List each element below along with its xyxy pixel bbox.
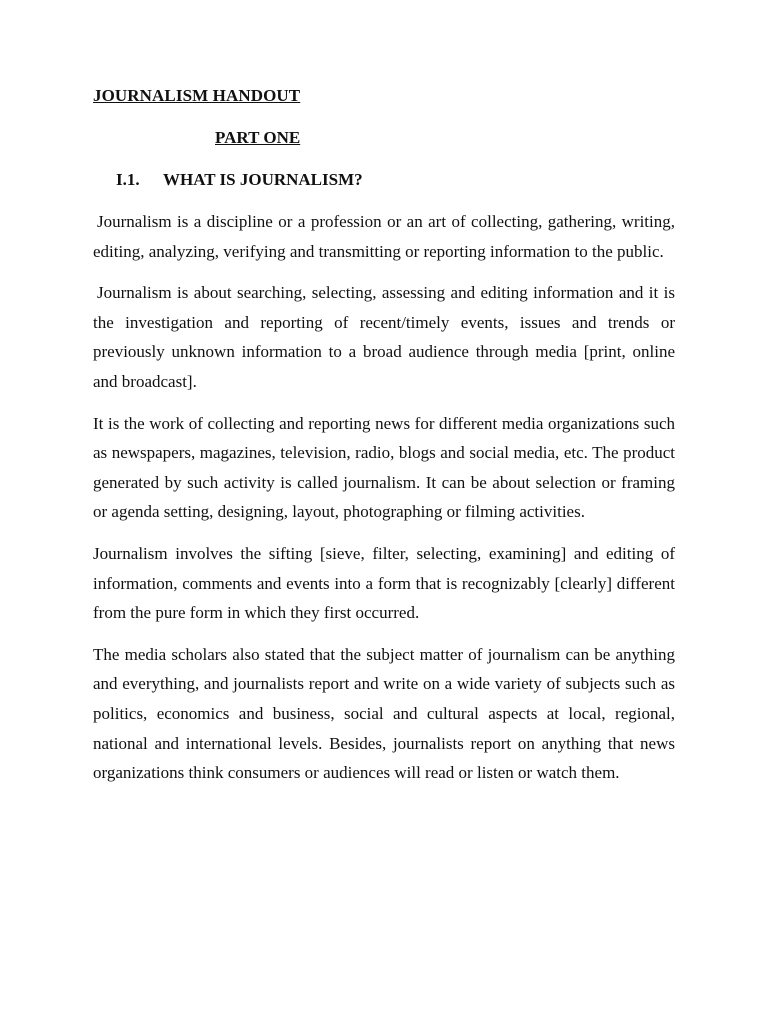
part-title: PART ONE [215, 128, 301, 147]
document-body [93, 207, 675, 800]
paragraph-subject-matter: The media scholars also stated that the subject matter of journalism can be anything and everything, and journalists report and write on a wide variety of subjects such as politics, economics and business, social and cultural aspects at local, regional, national and international levels. Besides, journalists report on anything that news organizations think consumers or audiences will read or listen or watch them. [93, 644, 675, 783]
paragraph-definition: Journalism is a discipline or a profession or an art of collecting, gathering, writing, editing, analyzing, verifying and transmitting or reporting information to the public. [93, 212, 675, 261]
section-heading [116, 170, 363, 190]
paragraph-searching: Journalism is about searching, selecting, assessing and editing information and it is the investigation and reporting of recent/timely events, issues and trends or previously unknown information to a broad audience through media [print, online and broadcast]. [93, 283, 675, 391]
section-title: WHAT IS JOURNALISM? [163, 170, 363, 189]
document-title: JOURNALISM HANDOUT [93, 86, 301, 105]
paragraph-sifting: Journalism involves the sifting [sieve, filter, selecting, examining] and editing of information, comments and events into a form that is recognizably [clearly] different from the pure form in which they first occurred. [93, 543, 675, 623]
section-number: I.1. [116, 170, 140, 189]
paragraph-media-organizations: It is the work of collecting and reporting news for different media organizations such as newspapers, magazines, television, radio, blogs and social media, etc. The product generated by such activity is called journalism. It can be about selection or framing or agenda setting, designing, layout, photographing or filming activities. [93, 413, 675, 522]
